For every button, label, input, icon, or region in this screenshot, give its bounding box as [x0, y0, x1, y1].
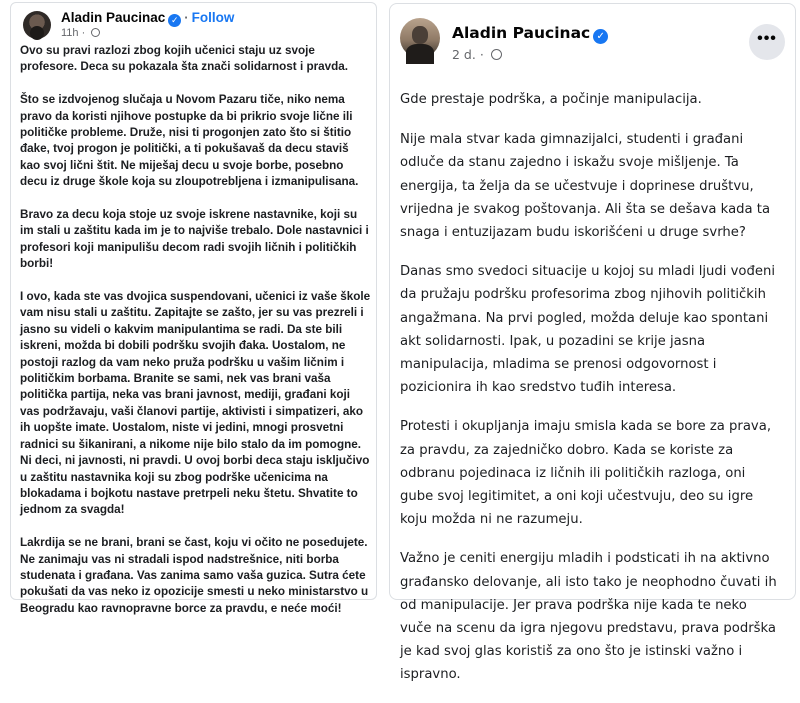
right-post-body: [400, 88, 780, 703]
verified-badge-icon: ✓: [168, 14, 181, 27]
post-paragraph: Protesti i okupljanja imaju smisla kada se bore za prava, za pravdu, za zajedničko dobro. Kada se koriste za odbranu pojedinaca iz ličnih ili političkih razloga, oni gube svoj legitimitet, a oni koji učestvuju, deo su igre koju možda ni ne razumeju.: [400, 419, 772, 528]
post-paragraph: I ovo, kada ste vas dvojica suspendovani, učenici iz vaše škole vam nisu stali u zaštitu. Zapitajte se zašto, jer su vas prezreli i jasno su videli o kakvim manipulantima se radi. Da ste bili iskreni, možda bi dobili podršku svojih đaka. Uostalom, ne postoji razlog da vam neko pruža podršku u vašim ličnim i političkim borbama. Branite se sami, nek vas brani vaša politička partija, neka vas brani javnost, mediji, građani koji vas podržavaju, vaši članovi partije, aktivisti i simpatizeri, ako ih uopšte imate. Uostalom, niste vi jedini, mnogi prosvetni radnici su šikanirani, a nikome nije bilo stalo da im pomogne. Ni deci, ni javnosti, ni pravdi. U ovoj borbi deca staju isključivo u zaštitu nastavnika koji su zbog podrške učenicima na blokadama i bojkotu nastave pretrpeli neku štetu. Shvatite to jednom za svagda!: [20, 290, 371, 517]
post-paragraph: Važno je ceniti energiju mladih i podsticati ih na aktivno građansko delovanje, ali isto tako je neophodno čuvati ih od manipulacije. Jer prava podrška nije kada te neko vuče na scenu da igra njegovu predstavu, prava podrška je kad svoj glas koristiš za ono što je istinski važno i ispravno.: [400, 551, 777, 683]
left-post-header: [23, 9, 368, 41]
avatar[interactable]: [23, 11, 51, 39]
verified-badge-icon: ✓: [593, 29, 608, 44]
author-name[interactable]: Aladin Paucinac: [61, 10, 166, 25]
post-paragraph: Bravo za decu koja stoje uz svoje iskrene nastavnike, koji su im stali u zaštitu kada im je to najviše trebalo. Dole nastavnici i profesori koji manipulišu decom radi svojih ličnih i političkih borbi!: [20, 208, 369, 271]
globe-icon: [491, 49, 502, 60]
follow-button[interactable]: Follow: [191, 10, 235, 25]
left-post-card: [10, 2, 377, 615]
right-post-header: [400, 18, 785, 70]
post-time[interactable]: 2 d.: [452, 47, 476, 62]
post-meta: 2 d. ·: [452, 47, 502, 62]
post-paragraph: Što se izdvojenog slučaja u Novom Pazaru tiče, niko nema pravo da koristi njihove postupke da bi prikrio svoje lične ili političke probleme. Druže, nisi ti progonjen zato što si štitio đake, tvoj progon je politički, a ti pokušavaš da decu staviš kao svoj lični štit. Ne miješaj decu u svoje borbe, posebno decu iz druge škole koja su zloupotrebljena i izmanipulisana.: [20, 93, 359, 189]
post-paragraph: Danas smo svedoci situacije u kojoj su mladi ljudi vođeni da pružaju podršku profesorima zbog njihovih političkih angažmana. Na prvi pogled, možda deluje kao spontani akt solidarnosti. Ipak, u pozadini se krije jasna manipulacija, mladima se prenosi odgovornost i pozicionira ih kao sredstvo tuđih interesa.: [400, 264, 775, 396]
author-line: [452, 24, 608, 44]
author-name[interactable]: Aladin Paucinac: [452, 24, 591, 42]
post-paragraph: Gde prestaje podrška, a počinje manipulacija.: [400, 92, 702, 107]
globe-icon: [91, 28, 100, 37]
post-paragraph: Ovo su pravi razlozi zbog kojih učenici staju uz svoje profesore. Deca su pokazala šta znači solidarnost i pravda.: [20, 44, 349, 74]
left-post-body: [20, 43, 372, 634]
post-time[interactable]: 11h: [61, 27, 79, 39]
post-paragraph: Nije mala stvar kada gimnazijalci, studenti i građani odluče da stanu zajedno i iskažu svoje mišljenje. Ta energija, ta želja da se učestvuje i doprinese društvu, vrijedna je svakog poštovanja. Ali šta se dešava kada ta snaga i entuzijazam budu iskorišćeni u druge svrhe?: [400, 132, 771, 241]
right-post-card: [389, 3, 796, 683]
author-line: [61, 10, 234, 27]
post-paragraph: Lakrdija se ne brani, brani se čast, koju vi očito ne posedujete. Ne zanimaju vas ni stradali ispod nadstrešnice, niti borba studenata i građana. Vas zanima samo vaša guzica. Sutra ćete pokušati da vas neko iz opozicije smesti u neko ministarstvo u Beogradu kao ravnopravne borce za pravdu, e neće moći!: [20, 536, 369, 615]
more-options-icon[interactable]: •••: [749, 24, 785, 60]
avatar[interactable]: [400, 18, 440, 58]
post-meta: 11h ·: [61, 27, 100, 39]
separator-dot: ·: [184, 10, 189, 25]
